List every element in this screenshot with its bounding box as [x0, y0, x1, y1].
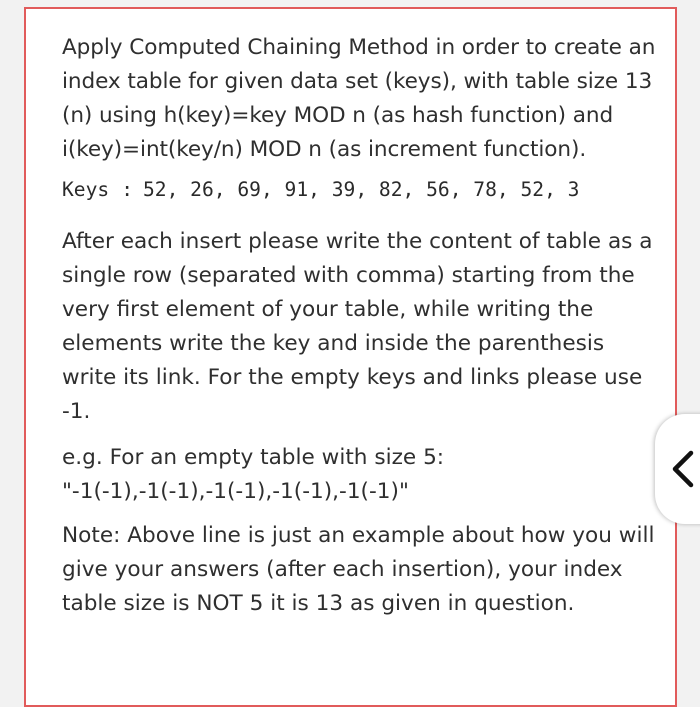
- question-intro: Apply Computed Chaining Method in order to create an index table for given data set (keys), with table size 13 (n) using h(key)=key MOD n (as hash function) and i(key)=int(key/n) MOD n (as increment function).: [62, 35, 656, 162]
- question-instructions: After each insert please write the content of table as a single row (separated with comma) starting from the very first element of your table, while writing the elements write the key and inside the parenthesis write its link. For the empty keys and links please use -1.: [62, 229, 653, 424]
- example-value: "-1(-1),-1(-1),-1(-1),-1(-1),-1(-1)": [62, 479, 409, 504]
- question-content: [62, 31, 662, 621]
- question-note: Note: Above line is just an example about how you will give your answers (after each insertion), your index table size is NOT 5 it is 13 as given in question.: [62, 523, 655, 616]
- question-card: [24, 7, 677, 707]
- keys-colon: :: [121, 178, 133, 201]
- keys-line: [62, 176, 662, 204]
- example-block: [62, 441, 662, 509]
- chevron-left-icon: [669, 450, 697, 488]
- previous-page-button[interactable]: [655, 414, 700, 524]
- keys-label: Keys: [62, 178, 110, 201]
- example-label: e.g. For an empty table with size 5:: [62, 445, 445, 470]
- keys-values: 52, 26, 69, 91, 39, 82, 56, 78, 52, 3: [142, 178, 580, 201]
